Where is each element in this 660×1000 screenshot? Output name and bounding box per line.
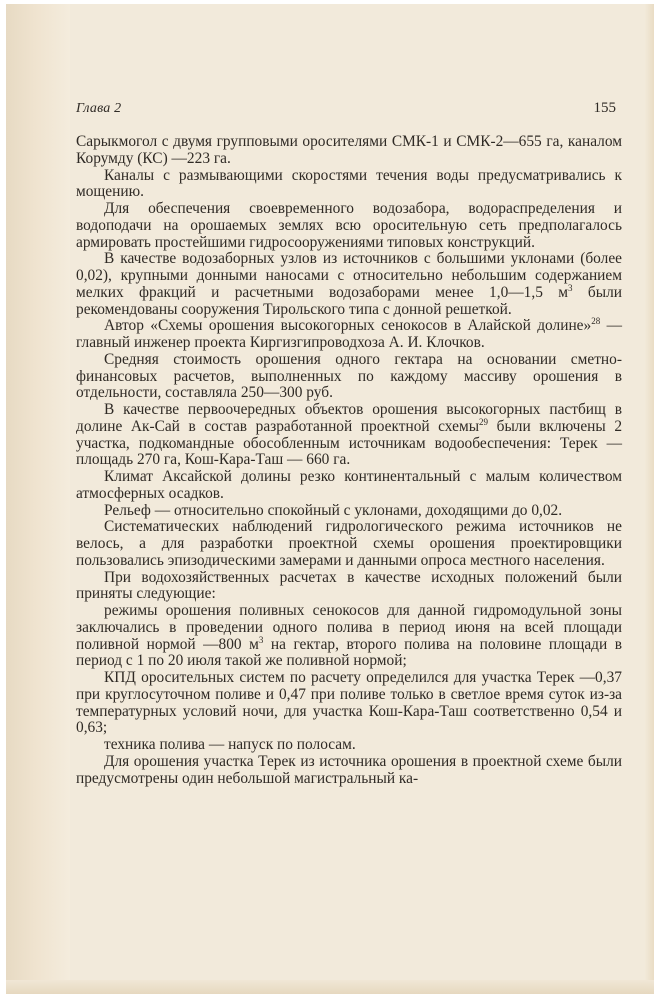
paragraph-8: Климат Аксайской долины резко континентальный с малым количеством атмосферных осадков. [76, 468, 622, 502]
paragraph-7: В качестве первоочередных объектов орошения высокогорных пастбищ в долине Ак-Сай в состав разработанной проектной схемы$^{29}$ были включены 2 участка, подкомандные обособленным источникам водообеспечения: Терек — площадь 270 га, Кош-Кара-Таш — 660 га. [76, 401, 623, 469]
paragraph-5: Автор «Схемы орошения высокогорных сенокосов в Алайской долине»$^{28}$ — главный инженер проекта Киргизгипроводхоза А. И. Клочков. [76, 316, 622, 351]
paragraph-15: Для орошения участка Терек из источника орошения в проектной схеме были предусмотрены один небольшой магистральный ка- [76, 752, 622, 787]
paragraph-10: Систематических наблюдений гидрологического режима источников не велось, а для разработки проектной схемы орошения проектировщики пользовались эпизодическими замерами и данными опроса местного населения. [76, 518, 622, 569]
page-number: 155 [593, 100, 616, 116]
paragraph-2: Каналы с размывающими скоростями течения воды предусматривались к мощению. [76, 166, 622, 201]
paragraph-4: В качестве водозаборных узлов из источников с большими уклонами (более 0,02), крупными донными наносами с относительно небольшим содержанием мелких фракций и расчетными водозаборами менее 1,0—1,5 $м^3$ были рекомендованы сооружения Тирольского типа с донной решеткой. [76, 250, 623, 318]
paragraph-6: Средняя стоимость орошения одного гектара на основании сметно-финансовых расчетов, выполненных по каждому массиву орошения в отдельности, составляла 250—300 руб. [76, 350, 622, 402]
chapter-title: Глава 2 [76, 101, 122, 116]
paragraph-11: При водохозяйственных расчетах в качестве исходных положений были приняты следующие: [76, 568, 622, 603]
footnote-ref-29: 29 [479, 416, 489, 427]
superscript-cubic: 3 [258, 634, 264, 645]
paragraph-13: КПД оросительных систем по расчету определился для участка Терек —0,37 при круглосуточном поливе и 0,47 при поливе только в светлое время суток из-за температурных условий ночи, для участка Кош-Кара-Таш соответственно 0,54 и 0,63; [76, 669, 622, 737]
superscript-cubic: 3 [568, 282, 573, 293]
paragraph-1: Сарыкмогол с двумя групповыми оросителями СМК-1 и СМК-2—655 га, каналом Корумду (КС) —223 га. [76, 133, 622, 167]
page-fore-edge [644, 4, 654, 994]
page-gutter-shadow [6, 4, 70, 994]
page-bottom-edge [6, 980, 654, 994]
running-head [76, 100, 622, 134]
page-content [76, 100, 622, 787]
paragraph-14: техника полива — напуск по полосам. [104, 736, 356, 753]
book-page-scan [6, 4, 654, 994]
paragraph-3: Для обеспечения своевременного водозабора, водораспределения и водоподачи на орошаемых землях всю оросительную сеть предполагалось армировать простейшими гидросооружениями типовых конструкций. [76, 200, 622, 251]
body-text [76, 134, 622, 787]
footnote-ref-28: 28 [591, 316, 601, 327]
paragraph-9: Рельеф — относительно спокойный с уклонами, доходящими до 0,02. [104, 501, 563, 519]
paragraph-12: режимы орошения поливных сенокосов для данной гидромодульной зоны заключались в проведении одного полива в период июня на всей площади поливной нормой —800 $м^3$ на гектар, второго полива на половине площади в период с 1 по 20 июля такой же поливной нормой; [76, 602, 622, 670]
